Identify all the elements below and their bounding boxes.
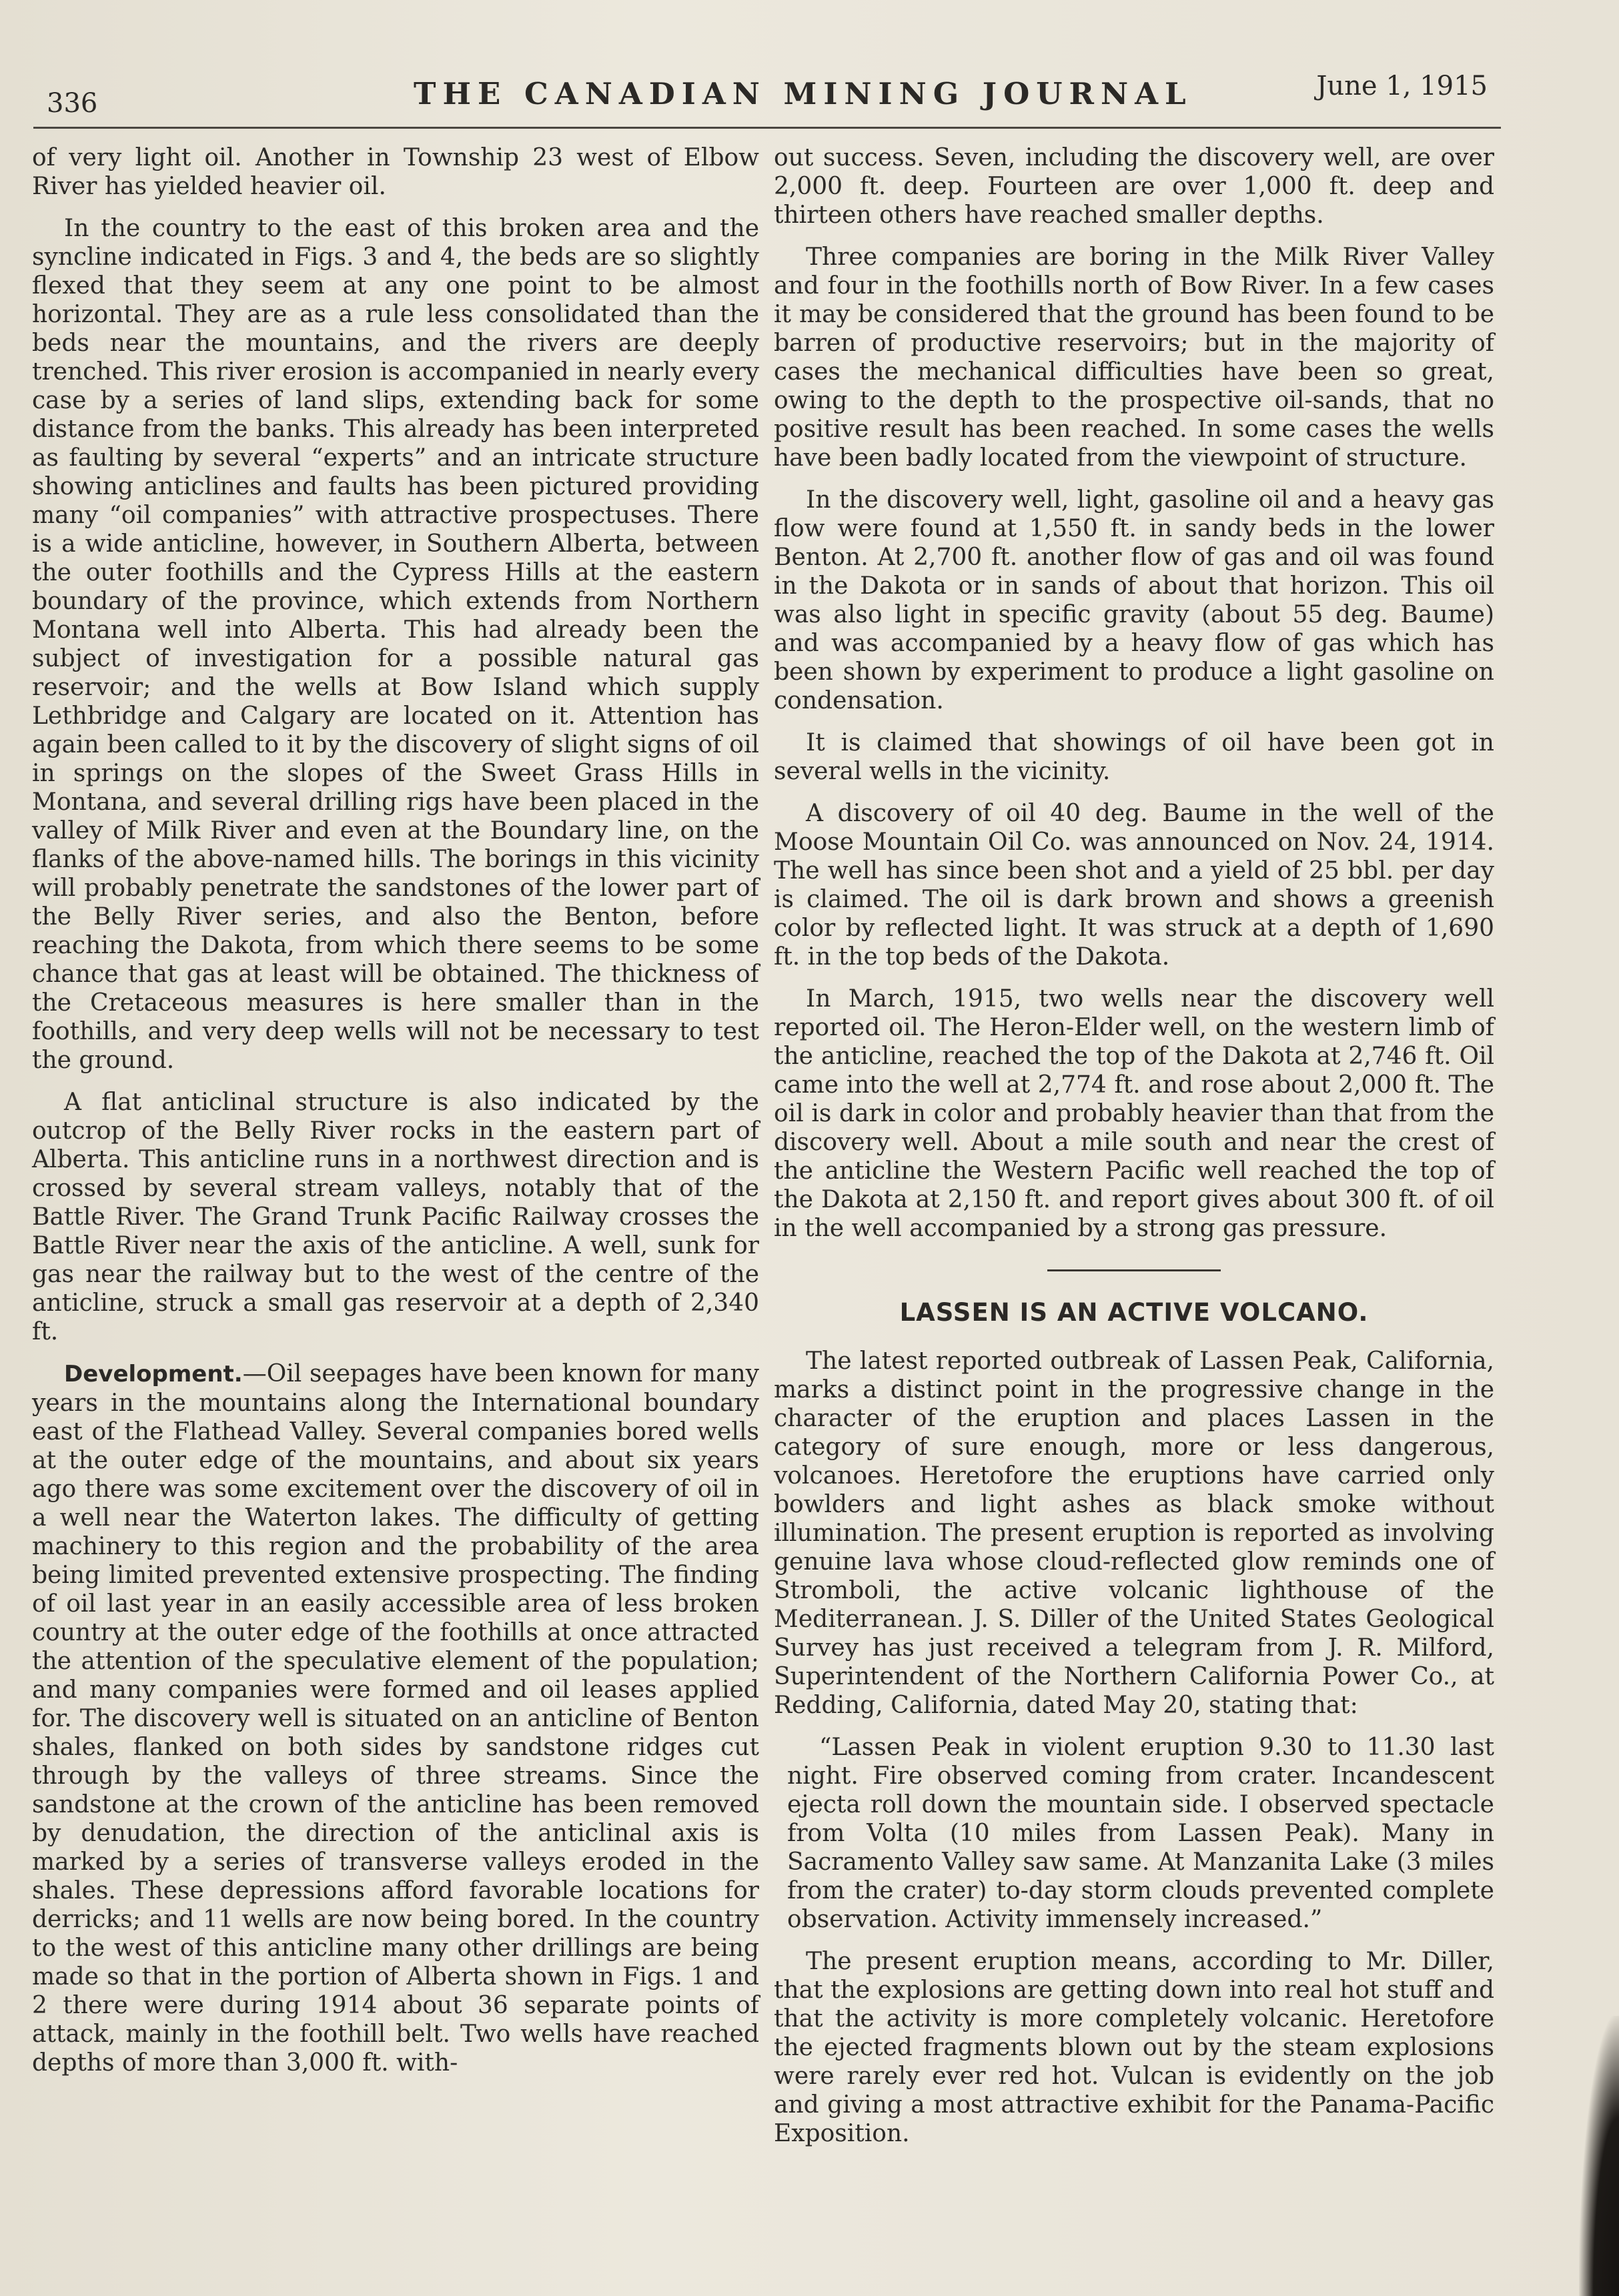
paragraph: A flat anticlinal structure is also indicated by the outcrop of the Belly River rocks in the eastern part of Alberta. This anticline runs in a northwest direction and is crossed by several stream valleys, notably that of the Battle River. The Grand Trunk Pacific Railway crosses the Battle River near the axis of the anticline. A well, sunk for gas near the railway but to the west of the centre of the anticline, struck a small gas reservoir at a depth of 2,340 ft. — [32, 1089, 759, 1345]
paragraph: It is claimed that showings of oil have been got in several wells in the vicinity. — [774, 729, 1494, 785]
development-heading: Development. — [64, 1361, 243, 1387]
paragraph: out success. Seven, including the discovery well, are over 2,000 ft. deep. Fourteen are over 1,000 ft. deep and thirteen others have reached smaller depths. — [774, 144, 1494, 229]
paragraph: In March, 1915, two wells near the discovery well reported oil. The Heron-Elder well, on the western limb of the anticline, reached the top of the Dakota at 2,746 ft. Oil came into the well at 2,774 ft. and rose about 2,000 ft. The oil is dark in color and probably heavier than that from the discovery well. About a mile south and near the crest of the anticline the Western Pacific well reached the top of the Dakota at 2,150 ft. and report gives about 300 ft. of oil in the well accompanied by a strong gas pressure. — [774, 985, 1494, 1242]
paragraph: Three companies are boring in the Milk River Valley and four in the foothills north of Bow River. In a few cases it may be considered that the ground has been found to be barren of productive reservoirs; but in the majority of cases the mechanical difficulties have been so great, owing to the depth to the prospective oil-sands, that no positive result has been reached. In some cases the wells have been badly located from the viewpoint of structure. — [774, 243, 1494, 472]
paragraph: In the country to the east of this broken area and the syncline indicated in Figs. 3 and 4, the beds are so slightly flexed that they seem at any one point to be almost horizontal. They are as a rule less consolidated than the beds near the mountains, and the rivers are deeply trenched. This river erosion is accompanied in nearly every case by a series of land slips, extending back for some distance from the banks. This already has been interpreted as faulting by several “experts” and an intricate structure showing anticlines and faults has been pictured providing many “oil companies” with attractive prospectuses. There is a wide anticline, however, in Southern Alberta, between the outer foothills and the Cypress Hills at the eastern boundary of the province, which extends from Northern Montana well into Alberta. This had already been the subject of investigation for a possible natural gas reservoir; and the wells at Bow Island which supply Lethbridge and Calgary are located on it. Attention has again been called to it by the discovery of slight signs of oil in springs on the slopes of the Sweet Grass Hills in Montana, and several drilling rigs have been placed in the valley of Milk River and even at the Boundary line, on the flanks of the above-named hills. The borings in this vicinity will probably penetrate the sandstones of the lower part of the Belly River series, and also the Benton, before reaching the Dakota, from which there seems to be some chance that gas at least will be obtained. The thickness of the Cretaceous measures is here smaller than in the foothills, and very deep wells will not be necessary to test the ground. — [32, 215, 759, 1074]
right-column — [774, 143, 1494, 2161]
article-paragraph: The present eruption means, according to Mr. Diller, that the explosions are getting down into real hot stuff and that the activity is more completely volcanic. Heretofore the ejected fragments blown out by the steam explosions were rarely ever red hot. Vulcan is evidently on the job and giving a most attractive exhibit for the Panama-Pacific Exposition. — [774, 1948, 1494, 2147]
issue-date: June 1, 1915 — [1316, 71, 1488, 101]
paragraph: A discovery of oil 40 deg. Baume in the well of the Moose Mountain Oil Co. was announced on Nov. 24, 1914. The well has since been shot and a yield of 25 bbl. per day is claimed. The oil is dark brown and shows a greenish color by reflected light. It was struck at a depth of 1,690 ft. in the top beds of the Dakota. — [774, 800, 1494, 971]
telegram-quote: “Lassen Peak in violent eruption 9.30 to 11.30 last night. Fire observed coming from crater. Incandescent ejecta roll down the mountain side. I observed spectacle from Volta (10 miles from Lassen Peak). Many in Sacramento Valley saw same. At Manzanita Lake (3 miles from the crater) to-day storm clouds prevented complete observation. Activity immensely increased.” — [787, 1734, 1494, 1933]
article-paragraph: The latest reported outbreak of Lassen Peak, California, marks a distinct point in the progressive change in the character of the eruption and places Lassen in the category of sure enough, more or less dangerous, volcanoes. Heretofore the eruptions have carried only bowlders and light ashes as black smoke without illumination. The present eruption is reported as involving genuine lava whose cloud-reflected glow reminds one of Stromboli, the active volcanic lighthouse of the Mediterranean. J. S. Diller of the United States Geological Survey has just received a telegram from J. R. Milford, Superintendent of the Northern California Power Co., at Redding, California, dated May 20, stating that: — [774, 1347, 1494, 1719]
page-number: 336 — [47, 88, 98, 119]
development-text: —Oil seepages have been known for many years in the mountains along the International boundary east of the Flathead Valley. Several companies bored wells at the outer edge of the mountains, and about six years ago there was some excitement over the discovery of oil in a well near the Waterton lakes. The difficulty of getting machinery to this region and the probability of the area being limited prevented extensive prospecting. The finding of oil last year in an easily accessible area of less broken country at the outer edge of the foothills at once attracted the attention of the speculative element of the population; and many companies were formed and oil leases applied for. The discovery well is situated on an anticline of Benton shales, flanked on both sides by sandstone ridges cut through by the valleys of three streams. Since the sandstone at the crown of the anticline has been removed by denudation, the direction of the anticlinal axis is marked by a series of transverse valleys eroded in the shales. These depressions afford favorable locations for derricks; and 11 wells are now being bored. In the country to the west of this anticline many other drillings are being made so that in the portion of Alberta shown in Figs. 1 and 2 there were during 1914 about 36 separate points of attack, mainly in the foothill belt. Two wells have reached depths of more than 3,000 ft. with- — [32, 1360, 759, 2077]
article-heading: LASSEN IS AN ACTIVE VOLCANO. — [899, 1298, 1369, 1327]
development-paragraph — [32, 1359, 759, 2077]
section-divider — [1047, 1269, 1221, 1271]
page-corner-shadow — [1579, 2016, 1619, 2296]
paragraph: In the discovery well, light, gasoline oil and a heavy gas flow were found at 1,550 ft. in sandy beds in the lower Benton. At 2,700 ft. another flow of gas and oil was found in the Dakota or in sands of about that horizon. This oil was also light in specific gravity (about 55 deg. Baume) and was accompanied by a heavy flow of gas which has been shown by experiment to produce a light gasoline on condensation. — [774, 486, 1494, 714]
journal-title: THE CANADIAN MINING JOURNAL — [414, 76, 1193, 111]
page-header — [33, 67, 1501, 129]
paragraph: of very light oil. Another in Township 23 west of Elbow River has yielded heavier oil. — [32, 144, 759, 200]
left-column — [32, 143, 759, 2091]
